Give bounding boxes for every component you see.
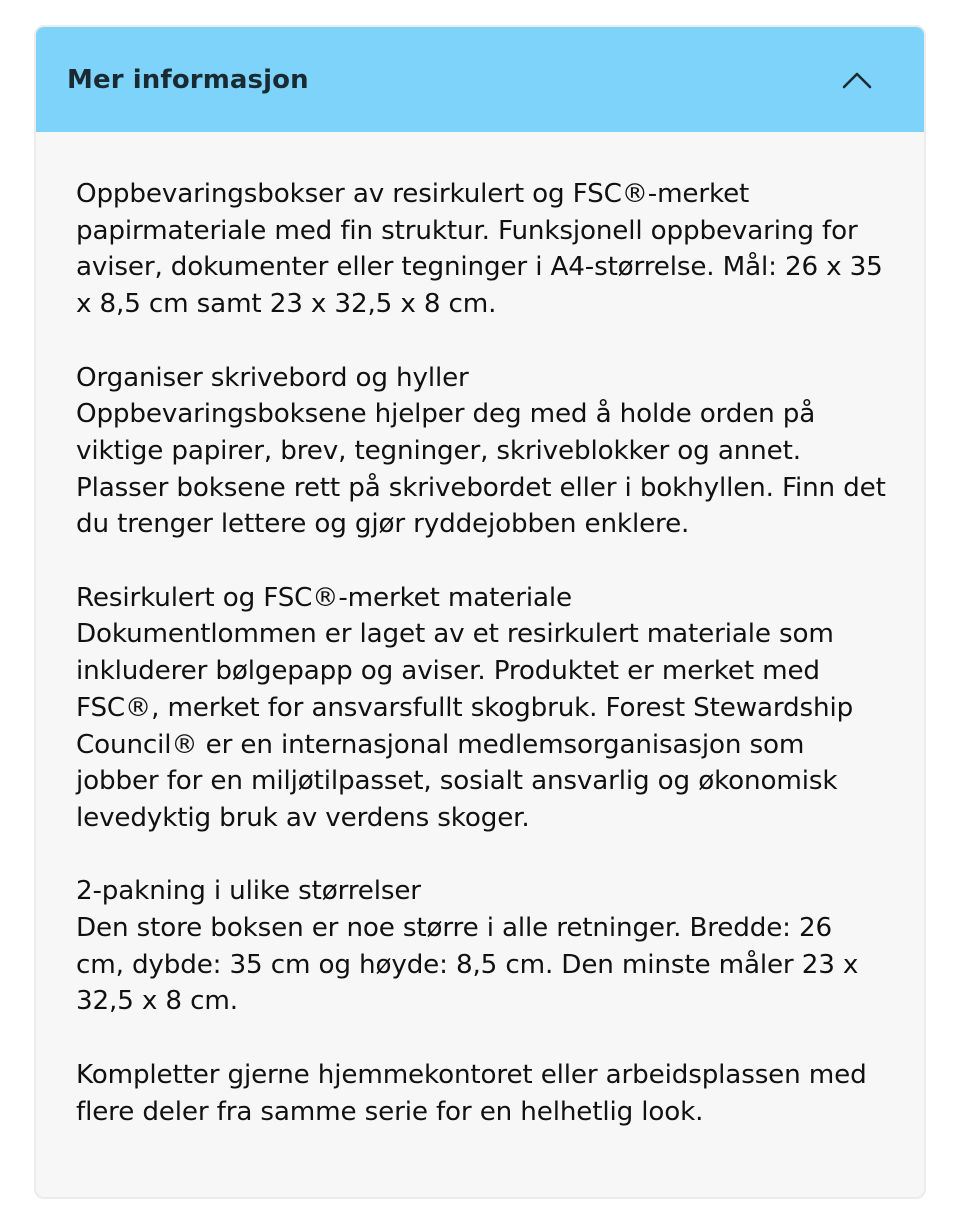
- section-heading: 2-pakning i ulike størrelser: [76, 876, 421, 907]
- section-recycled-material: [76, 580, 886, 837]
- accordion-title: Mer informasjon: [67, 64, 309, 95]
- chevron-up-icon[interactable]: [842, 71, 872, 89]
- section-heading: Organiser skrivebord og hyller: [76, 362, 469, 393]
- accordion-header[interactable]: [36, 27, 924, 132]
- section-text: Dokumentlommen er laget av et resirkulert materiale som inkluderer bølgepapp og aviser. Produktet er merket med FSC®, merket for ansvarsfullt skogbruk. Forest Stewardship Council® er en internasjonal medlemsorganisasjon som jobber for en miljøtilpasset, sosialt ansvarlig og økonomisk levedyktig bruk av verdens skoger.: [76, 619, 854, 833]
- section-text: Oppbevaringsboksene hjelper deg med å holde orden på viktige papirer, brev, tegninger, skriveblokker og annet. Plasser boksene rett på skrivebordet eller i bokhyllen. Finn det du trenger lettere og gjør ryddejobben enklere.: [76, 399, 886, 540]
- description-paragraph: [76, 176, 886, 323]
- section-organize: [76, 360, 886, 544]
- closing-text: Kompletter gjerne hjemmekontoret eller arbeidsplassen med flere deler fra samme serie for en helhetlig look.: [76, 1059, 867, 1127]
- chevron-up-icon-graphic: [842, 71, 872, 89]
- accordion-content: [36, 132, 924, 1130]
- section-heading: Resirkulert og FSC®-merket materiale: [76, 582, 572, 613]
- section-two-pack: [76, 873, 886, 1020]
- description-text: Oppbevaringsbokser av resirkulert og FSC®-merket papirmateriale med fin struktur. Funksjonell oppbevaring for aviser, dokumenter eller tegninger i A4-størrelse. Mål: 26 x 35 x 8,5 cm samt 23 x 32,5 x 8 cm.: [76, 179, 883, 320]
- closing-paragraph: [76, 1057, 886, 1130]
- section-text: Den store boksen er noe større i alle retninger. Bredde: 26 cm, dybde: 35 cm og høyde: 8,5 cm. Den minste måler 23 x 32,5 x 8 cm.: [76, 913, 859, 1017]
- more-info-accordion: [34, 25, 926, 1199]
